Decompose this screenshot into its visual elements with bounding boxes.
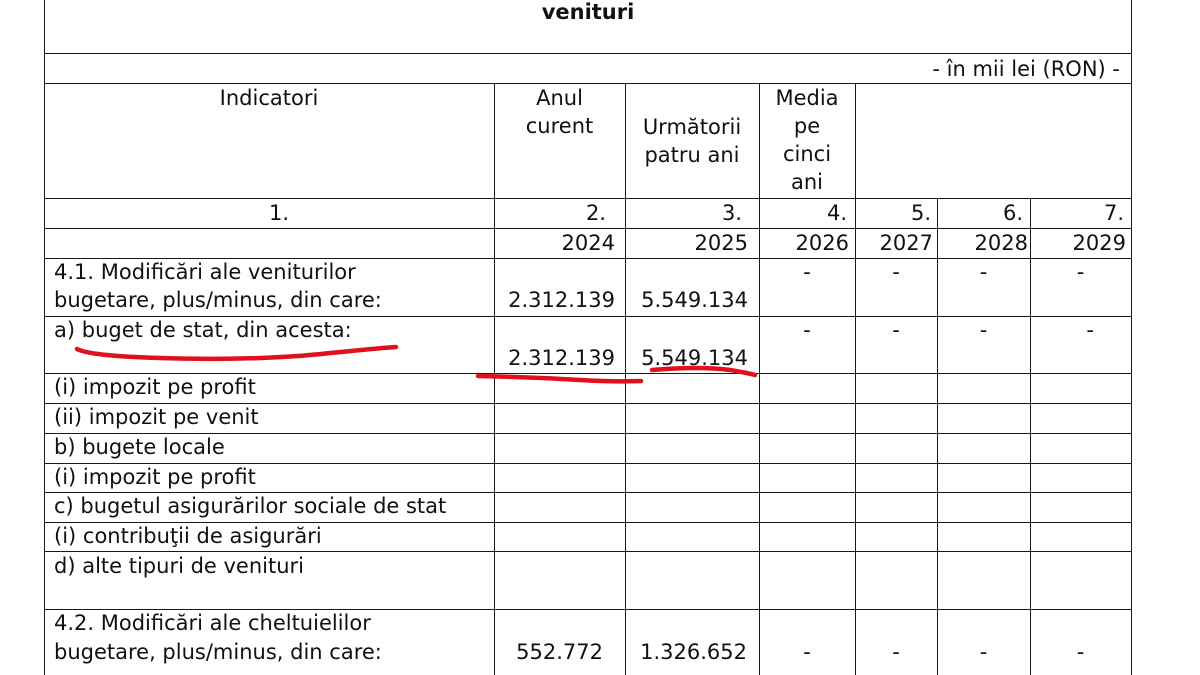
header-media-line2: pe: [793, 114, 821, 138]
year-cell: 2026: [795, 231, 849, 255]
table-row-label: (ii) impozit pe venit: [54, 405, 259, 429]
year-cell: 2029: [1072, 231, 1126, 255]
col-number: 7.: [1103, 201, 1124, 225]
header-media-line1: Media: [775, 86, 839, 110]
row-label: 4.1. Modificări ale veniturilor: [54, 260, 356, 284]
unit-note: - în mii lei (RON) -: [932, 57, 1120, 81]
value-2027: -: [892, 260, 900, 284]
row-label: a) buget de stat, din acesta:: [54, 318, 352, 342]
year-cell: 2024: [561, 231, 615, 255]
header-urmatorii-line2: patru ani: [644, 143, 740, 167]
table-row-label: (i) impozit pe profit: [54, 465, 256, 489]
document-title: venituri: [541, 0, 635, 24]
col-number: 6.: [1002, 201, 1023, 225]
value-2029: -: [1076, 260, 1085, 284]
header-anul-curent-line2: curent: [525, 114, 594, 138]
value-2028: -: [979, 260, 988, 284]
col-number: 3.: [721, 201, 742, 225]
value-2029: -: [1076, 640, 1085, 664]
year-cell: 2025: [694, 231, 748, 255]
value-2024: 2.312.139: [508, 346, 615, 370]
value-2025: 1.326.652: [640, 640, 747, 664]
value-2028: -: [979, 318, 988, 342]
year-cell: 2027: [879, 231, 933, 255]
value-2027: -: [892, 640, 900, 664]
value-2029: -: [1086, 318, 1094, 342]
value-2026: -: [803, 260, 811, 284]
table-row-label: d) alte tipuri de venituri: [54, 554, 305, 578]
col-number: 4.: [826, 201, 847, 225]
col-number: 2.: [585, 201, 606, 225]
value-2026: -: [803, 640, 811, 664]
row-label: 4.2. Modificări ale cheltuielilor: [54, 611, 371, 635]
value-2026: -: [803, 318, 811, 342]
red-underline-label: [77, 347, 396, 359]
table-row-label: c) bugetul asigurărilor sociale de stat: [54, 494, 447, 518]
row-label: bugetare, plus/minus, din care:: [54, 288, 382, 312]
value-2025: 5.549.134: [641, 346, 748, 370]
header-anul-curent-line1: Anul: [536, 86, 583, 110]
header-urmatorii-line1: Următorii: [642, 115, 742, 139]
value-2027: -: [892, 318, 900, 342]
value-2024: 552.772: [516, 640, 603, 664]
col-number: 5.: [910, 201, 931, 225]
row-label: bugetare, plus/minus, din care:: [54, 640, 382, 664]
table-row-label: b) bugete locale: [54, 435, 225, 459]
header-indicatori: Indicatori: [219, 86, 319, 110]
value-2028: -: [979, 640, 988, 664]
header-media-line4: ani: [790, 170, 823, 194]
value-2024: 2.312.139: [508, 288, 615, 312]
table-row-label: (i) impozit pe profit: [54, 375, 256, 399]
col-number: 1.: [268, 201, 290, 225]
table-row-label: (i) contribuţii de asigurări: [54, 524, 322, 548]
red-underline-2024: [478, 376, 641, 381]
header-media-line3: cinci: [782, 142, 832, 166]
value-2025: 5.549.134: [641, 288, 748, 312]
year-cell: 2028: [974, 231, 1028, 255]
